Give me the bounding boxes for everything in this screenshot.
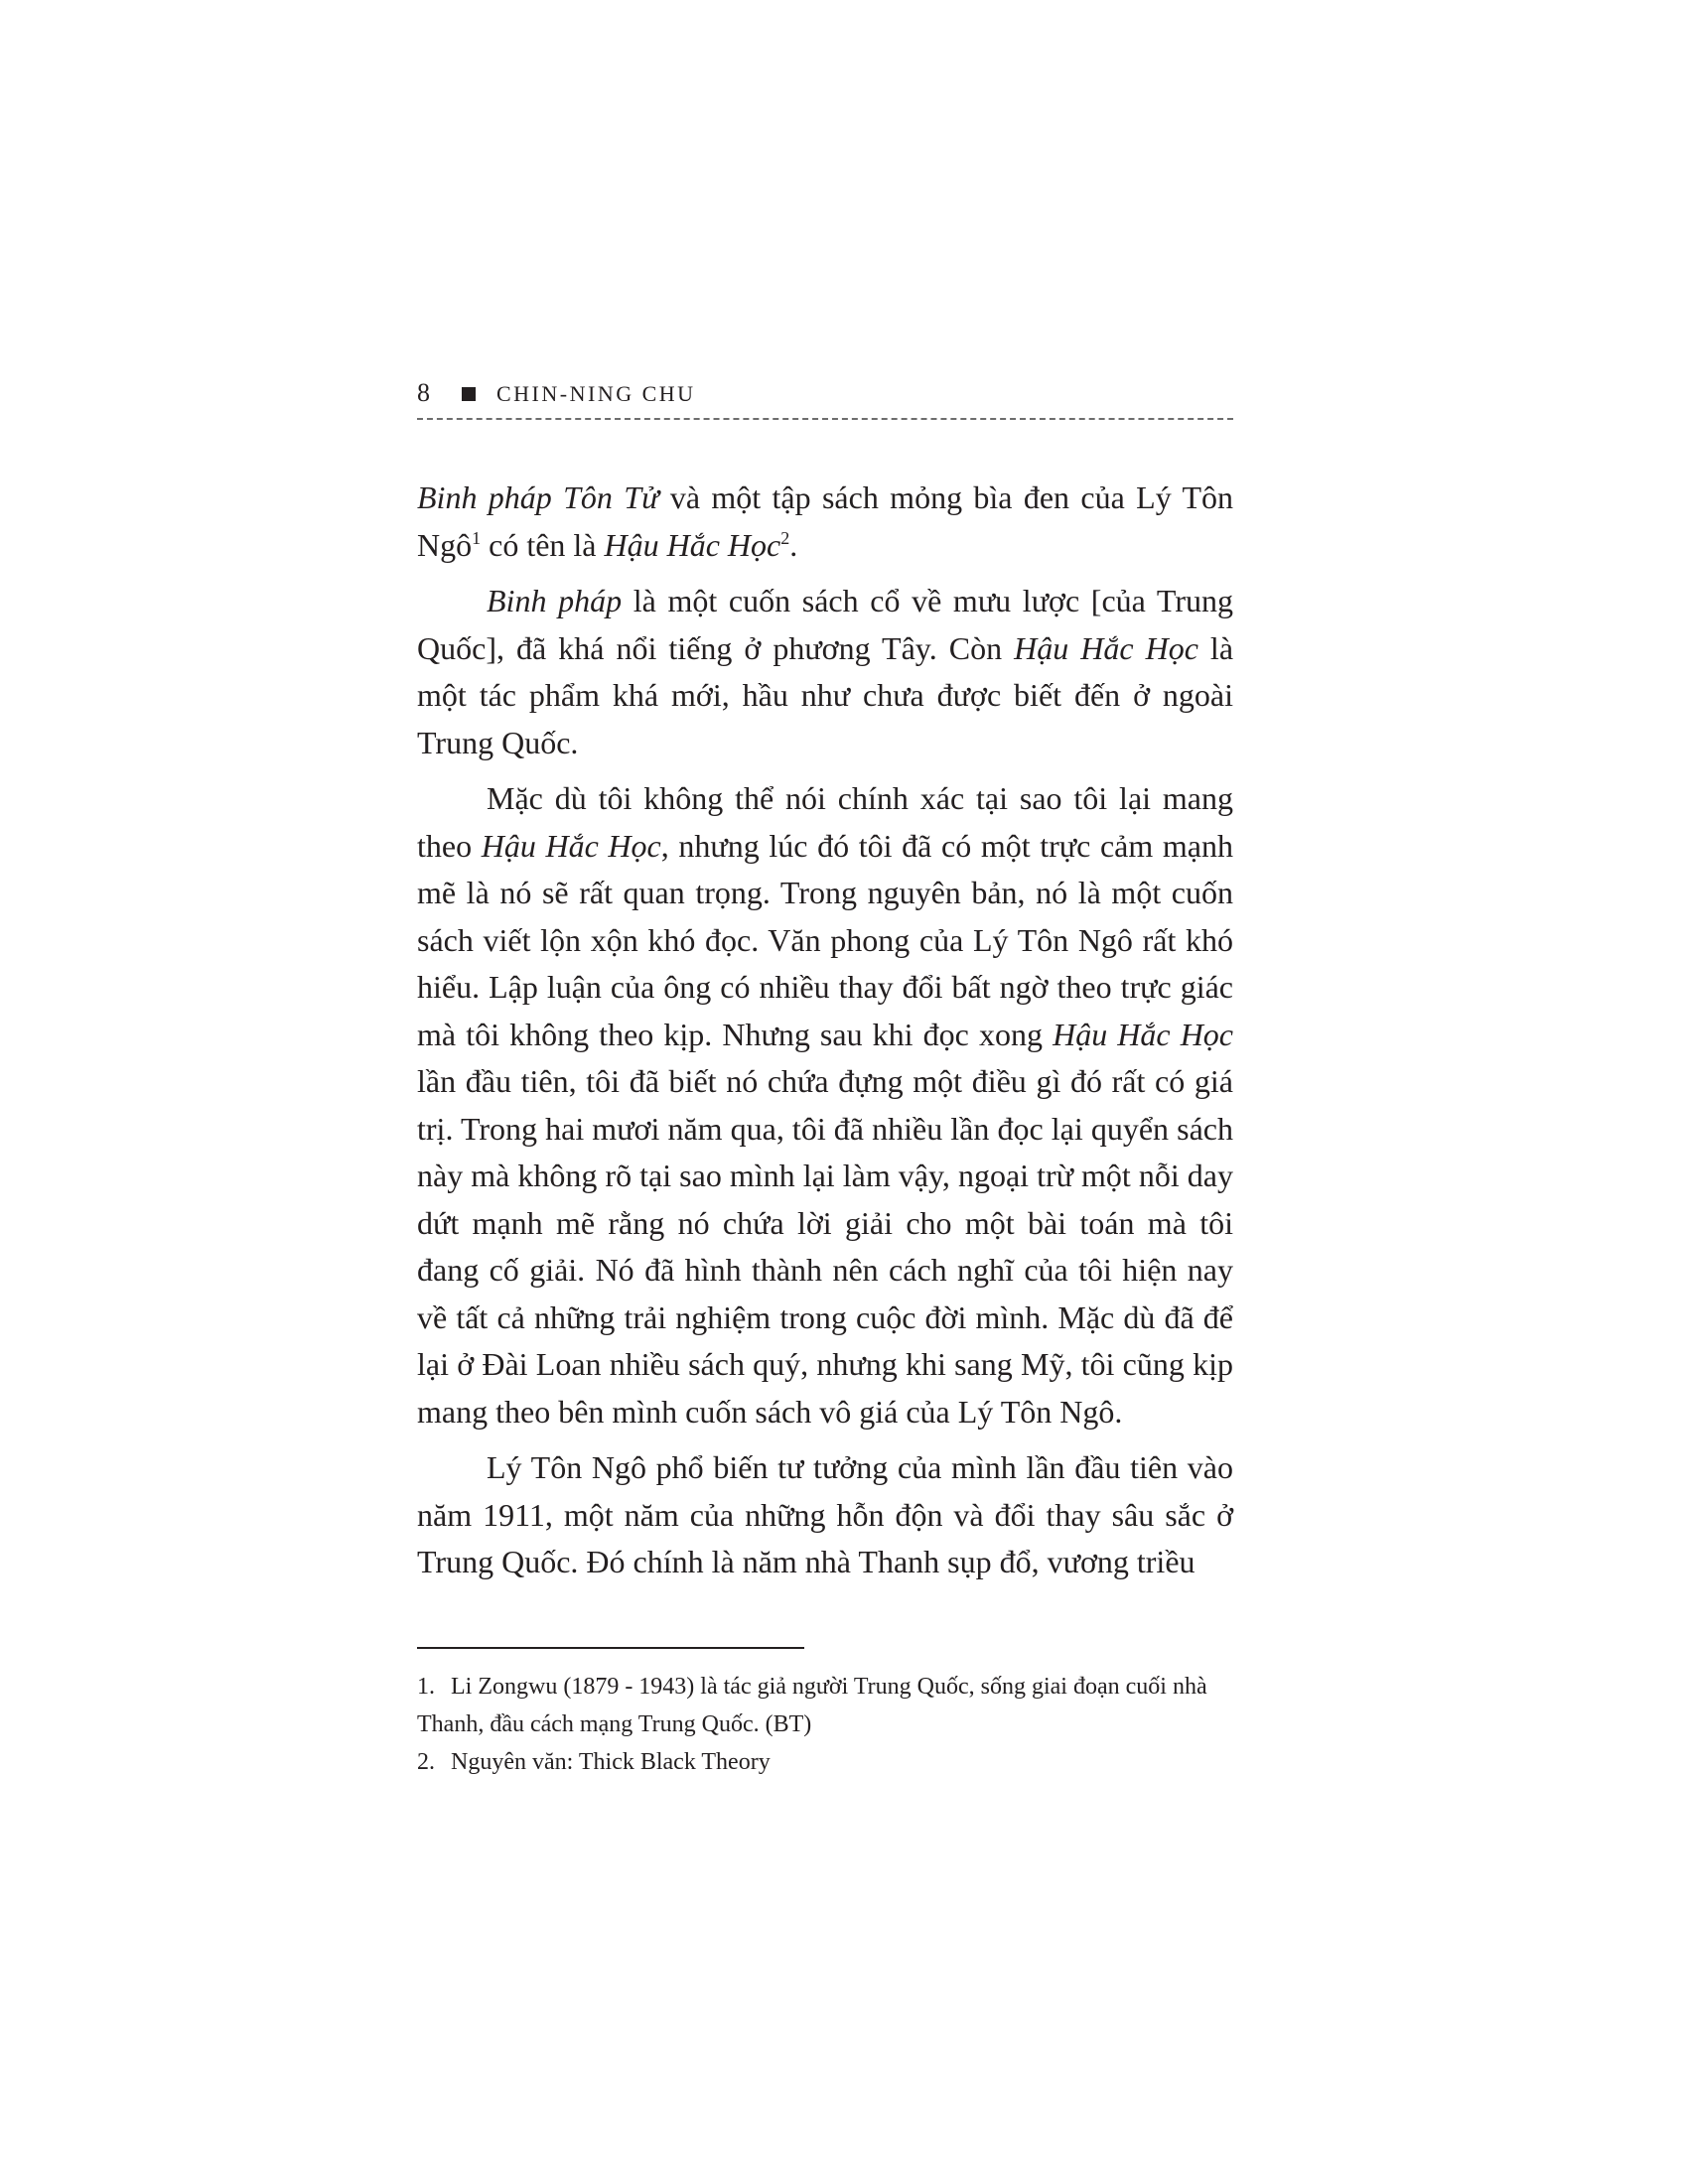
paragraph-4-text: Lý Tôn Ngô phổ biến tư tưởng của mình lần đầu tiên vào năm 1911, một năm của những hỗn độn và đổi thay sâu sắc ở Trung Quốc. Đó chính là năm nhà Thanh sụp đổ, vương triều (417, 1449, 1233, 1579)
running-head-author: CHIN-NING CHU (496, 381, 696, 406)
paragraph-2-text: là một tác phẩm khá mới, hầu như chưa được biết đến ở ngoài Trung Quốc. (417, 629, 1234, 760)
paragraph-2-text: là một cuốn sách cổ về mưu lược [của Trung Quốc], đã khá nổi tiếng ở phương Tây. Còn (417, 583, 1234, 666)
book-title-binh-phap-ton-tu: Binh pháp Tôn Tử (417, 479, 659, 515)
book-title-hau-hac-hoc: Hậu Hắc Học (604, 526, 781, 563)
square-bullet-icon (462, 387, 476, 401)
paragraph-1 (417, 475, 1233, 569)
paragraph-3-text: lần đầu tiên, tôi đã biết nó chứa đựng một điều gì đó rất có giá trị. Trong hai mươi năm qua, tôi đã nhiều lần đọc lại quyển sách này mà không rõ tại sao mình lại làm vậy, ngoại trừ một nỗi day dứt mạnh mẽ rằng nó chứa lời giải cho một bài toán mà tôi đang cố giải. Nó đã hình thành nên cách nghĩ của tôi hiện nay về tất cả những trải nghiệm trong cuộc đời mình. Mặc dù đã để lại ở Đài Loan nhiều sách quý, nhưng khi sang Mỹ, tôi cũng kịp mang theo bên mình cuốn sách vô giá của Lý Tôn Ngô. (417, 1063, 1233, 1430)
paragraph-1-text: . (789, 526, 798, 563)
page-number: 8 (417, 378, 430, 407)
running-head (417, 378, 1233, 420)
paragraph-4 (417, 1444, 1233, 1586)
footnote-number: 1. (417, 1674, 435, 1700)
paragraph-1-text: có tên là (481, 526, 605, 563)
footnote-ref-1: 1 (472, 527, 482, 548)
footnote-1 (417, 1668, 1233, 1743)
footnotes (417, 1668, 1233, 1781)
footnote-ref-2: 2 (780, 527, 790, 548)
book-title-hau-hac-hoc: Hậu Hắc Học (481, 827, 661, 864)
paragraph-1-text: và một tập sách mỏng bìa đen của Lý Tôn Ngô (417, 479, 1233, 563)
paragraph-3-text: Mặc dù tôi không thể nói chính xác tại sao tôi lại mang theo (417, 780, 1233, 864)
footnote-text: Li Zongwu (1879 - 1943) là tác giả người Trung Quốc, sống giai đoạn cuối nhà Thanh, đầu cách mạng Trung Quốc. (BT) (417, 1674, 1207, 1737)
book-title-hau-hac-hoc: Hậu Hắc Học (1053, 1016, 1234, 1052)
book-title-binh-phap: Binh pháp (487, 583, 623, 618)
footnote-text: Nguyên văn: Thick Black Theory (451, 1749, 771, 1775)
footnote-number: 2. (417, 1749, 435, 1775)
paragraph-3 (417, 775, 1233, 1435)
body-text (417, 475, 1233, 1586)
book-title-hau-hac-hoc: Hậu Hắc Học (1014, 629, 1198, 666)
footnote-2 (417, 1743, 1233, 1781)
paragraph-2 (417, 578, 1233, 766)
paragraph-3-text: , nhưng lúc đó tôi đã có một trực cảm mạnh mẽ là nó sẽ rất quan trọng. Trong nguyên bản, nó là một cuốn sách viết lộn xộn khó đọc. Văn phong của Lý Tôn Ngô rất khó hiểu. Lập luận của ông có nhiều thay đổi bất ngờ theo trực giác mà tôi không theo kịp. Nhưng sau khi đọc xong (417, 827, 1234, 1052)
footnote-divider (417, 1647, 804, 1649)
